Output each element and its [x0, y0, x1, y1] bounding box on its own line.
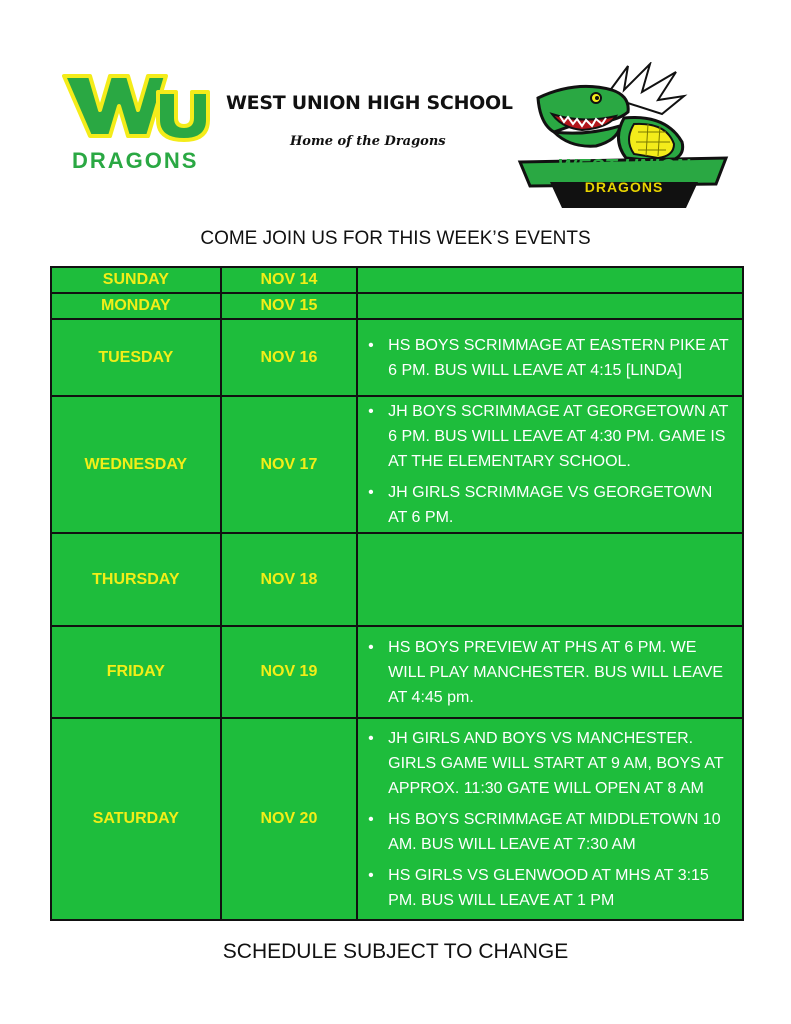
event-item: • JH BOYS SCRIMMAGE AT GEORGETOWN AT 6 PM. BUS WILL LEAVE AT 4:30 PM. GAME IS AT THE ELEMENTARY SCHOOL. [366, 399, 734, 474]
event-list [366, 726, 734, 913]
table-row [51, 293, 743, 319]
date-cell: NOV 15 [221, 293, 357, 319]
schedule-body [51, 267, 743, 920]
day-cell: FRIDAY [51, 626, 221, 718]
events-cell [357, 293, 743, 319]
schedule-disclaimer: SCHEDULE SUBJECT TO CHANGE [222, 940, 569, 963]
table-row [51, 396, 743, 533]
events-cell [357, 626, 743, 718]
schedule-table [50, 266, 744, 921]
events-cell [357, 319, 743, 396]
events-cell [357, 267, 743, 293]
date-cell: NOV 14 [221, 267, 357, 293]
banner-dragons-word: DRAGONS [584, 179, 664, 195]
event-list [366, 333, 734, 383]
event-list [366, 399, 734, 530]
table-row [51, 533, 743, 626]
logo-dragons-word: DRAGONS [72, 148, 199, 173]
wu-dragons-logo [62, 70, 222, 182]
day-cell: SATURDAY [51, 718, 221, 920]
date-cell: NOV 20 [221, 718, 357, 920]
intro-heading: COME JOIN US FOR THIS WEEK’S EVENTS [200, 228, 591, 249]
tagline: Home of the Dragons [290, 134, 446, 149]
table-row [51, 626, 743, 718]
event-list [366, 635, 734, 710]
event-item: • HS GIRLS VS GLENWOOD AT MHS AT 3:15 PM. BUS WILL LEAVE AT 1 PM [366, 863, 734, 913]
banner-school-word: WEST UNION [557, 156, 691, 178]
day-cell: SUNDAY [51, 267, 221, 293]
school-name: WEST UNION HIGH SCHOOL [226, 92, 513, 114]
day-cell: TUESDAY [51, 319, 221, 396]
day-cell: THURSDAY [51, 533, 221, 626]
day-cell: WEDNESDAY [51, 396, 221, 533]
events-cell [357, 533, 743, 626]
event-item: • JH GIRLS AND BOYS VS MANCHESTER. GIRLS GAME WILL START AT 9 AM, BOYS AT APPROX. 11:30 GATE WILL OPEN AT 8 AM [366, 726, 734, 801]
events-cell [357, 718, 743, 920]
dragon-mascot-logo [516, 62, 731, 214]
table-row [51, 267, 743, 293]
date-cell: NOV 18 [221, 533, 357, 626]
date-cell: NOV 16 [221, 319, 357, 396]
table-row [51, 319, 743, 396]
event-item: • HS BOYS SCRIMMAGE AT EASTERN PIKE AT 6 PM. BUS WILL LEAVE AT 4:15 [LINDA] [366, 333, 734, 383]
wu-letters-icon [62, 70, 212, 142]
table-row [51, 718, 743, 920]
date-cell: NOV 19 [221, 626, 357, 718]
event-item: • HS BOYS SCRIMMAGE AT MIDDLETOWN 10 AM. BUS WILL LEAVE AT 7:30 AM [366, 807, 734, 857]
date-cell: NOV 17 [221, 396, 357, 533]
events-cell [357, 396, 743, 533]
event-item: • HS BOYS PREVIEW AT PHS AT 6 PM. WE WILL PLAY MANCHESTER. BUS WILL LEAVE AT 4:45 pm. [366, 635, 734, 710]
day-cell: MONDAY [51, 293, 221, 319]
event-item: • JH GIRLS SCRIMMAGE VS GEORGETOWN AT 6 PM. [366, 480, 734, 530]
